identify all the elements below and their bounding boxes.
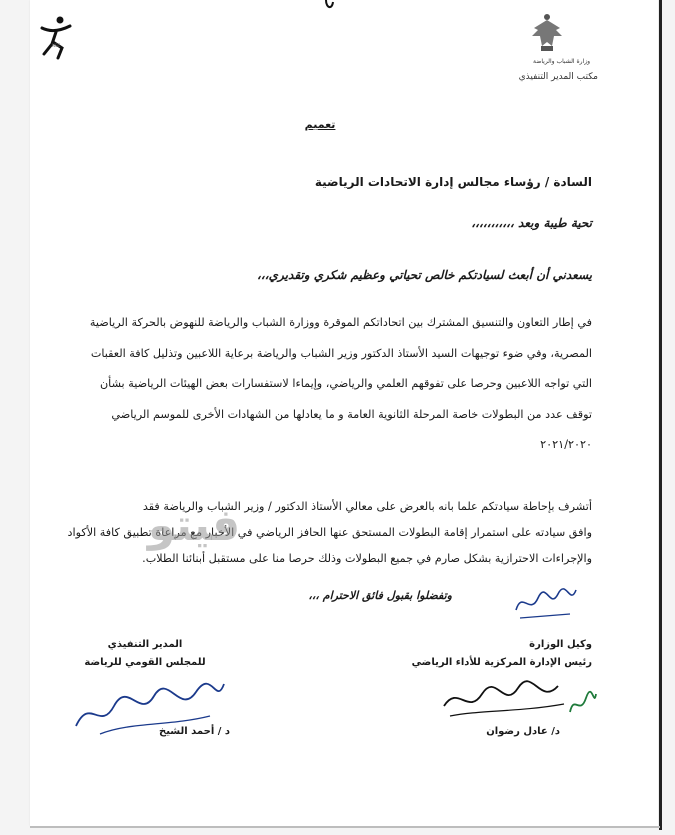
nsc-logo-icon bbox=[36, 14, 76, 62]
right-signatory-title: وكيل الوزارة bbox=[529, 639, 592, 650]
paragraph-line: توقف عدد من البطولات خاصة المرحلة الثانوية العامة و ما يعادلها من الشهادات الأخرى للموسم الرياضي bbox=[111, 407, 592, 421]
left-signature-block bbox=[60, 636, 230, 672]
right-signatory-name: د/ عادل رضوان bbox=[486, 726, 560, 737]
right-handwritten-signature-icon bbox=[440, 676, 570, 722]
handwritten-signature-icon bbox=[510, 580, 580, 624]
left-signatory-name: د / أحمد الشيخ bbox=[159, 726, 230, 737]
paragraph-line: المصرية، وفي ضوء توجيهات السيد الأستاذ الدكتور وزير الشباب والرياضة برعاية اللاعبين وتذليل كافة العقبات bbox=[90, 346, 592, 360]
intro-line: يسعدني أن أبعث لسيادتكم خالص تحياتي وعظيم شكري وتقديري،،، bbox=[257, 268, 592, 282]
page-edge bbox=[659, 0, 662, 830]
right-signatory-org: رئيس الإدارة المركزية للأداء الرياضي bbox=[411, 657, 592, 668]
paragraph-line: التي تواجه اللاعبين وحرصا على تفوقهم العلمي والرياضي، وإيماءا لاستفسارات بعض الهيئات الرياضية بشأن bbox=[99, 377, 592, 390]
page-edge-bottom bbox=[30, 826, 660, 828]
office-name: مكتب المدير التنفيذي bbox=[518, 72, 598, 82]
ministry-name: وزارة الشباب والرياضة bbox=[533, 58, 590, 65]
addressee: السادة / رؤساء مجالس إدارة الاتحادات الرياضية bbox=[314, 175, 592, 189]
paragraph-line: في إطار التعاون والتنسيق المشترك بين اتحاداتكم الموقرة ووزارة الشباب والرياضة للنهوض بالحركة الرياضية bbox=[89, 316, 592, 329]
left-signatory-org: للمجلس القومي للرياضة bbox=[84, 657, 206, 668]
watermark: فيتو bbox=[147, 500, 241, 551]
pen-mark-icon bbox=[322, 0, 336, 14]
closing-line: وتفضلوا بقبول فائق الاحترام ،،، bbox=[308, 589, 452, 602]
paragraph-line: والإجراءات الاحترازية بشكل صارم في جميع البطولات وذلك حرصا منا على مستقبل أبنائنا الطلاب. bbox=[142, 552, 592, 565]
left-signatory-title: المدير التنفيذي bbox=[107, 639, 183, 650]
paragraph-line: أتشرف بإحاطة سيادتكم علما بانه بالعرض على معالي الأستاذ الدكتور / وزير الشباب والرياضة فقد bbox=[142, 500, 592, 513]
green-initials-icon bbox=[566, 688, 598, 720]
greeting: تحية طيبة وبعد ،،،،،،،،،،، bbox=[471, 216, 592, 230]
paragraph-line: وافق سيادته على استمرار إقامة البطولات المستحق عنها الحافز الرياضي في الأخبار مع مراعاة تطبيق كافة الأكواد bbox=[67, 526, 592, 539]
right-signature-block bbox=[370, 636, 592, 672]
nsc-logo-text: NSC bbox=[52, 43, 61, 48]
paragraph-line: ٢٠٢١/٢٠٢٠ bbox=[540, 438, 592, 451]
document-title: تعميم bbox=[304, 118, 336, 131]
paragraph-1 bbox=[52, 308, 592, 461]
eagle-emblem-icon bbox=[530, 12, 564, 54]
